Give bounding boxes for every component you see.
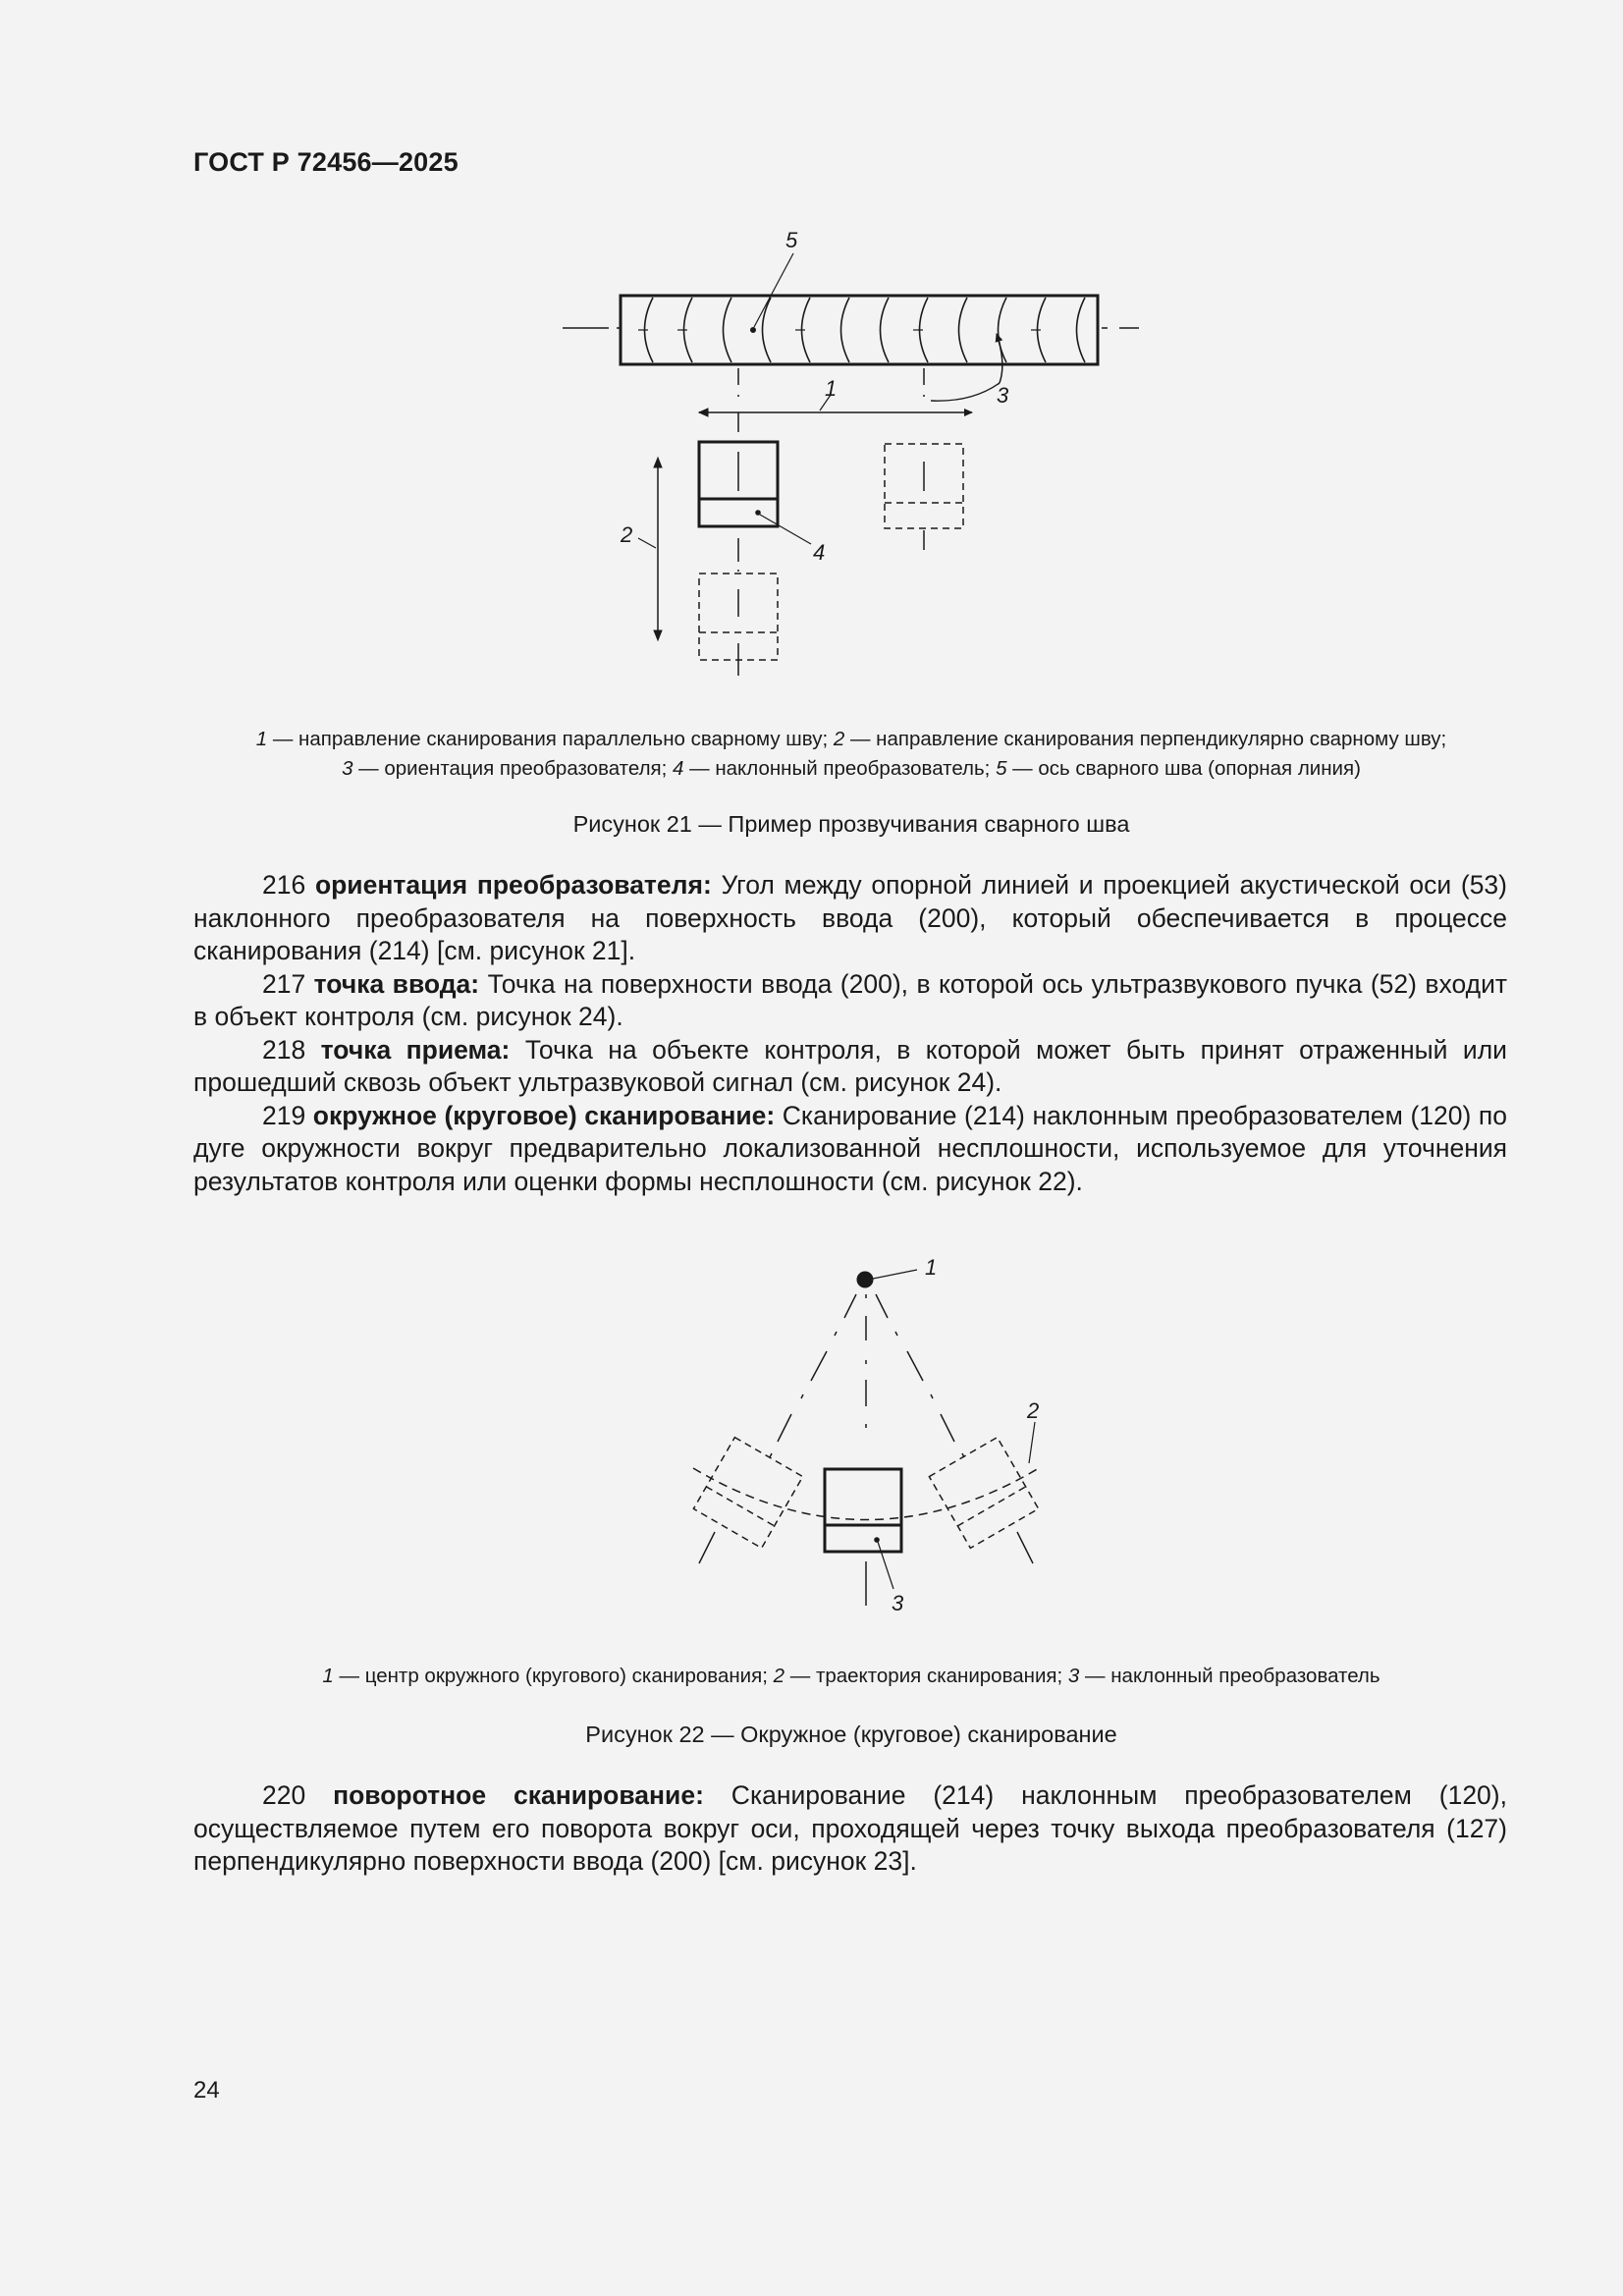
legend-text: — наклонный преобразователь	[1079, 1665, 1380, 1687]
term-number: 220	[262, 1780, 334, 1810]
definition-paragraph	[193, 1034, 1507, 1100]
definitions-block-a	[193, 869, 1507, 1198]
legend-line	[193, 754, 1509, 784]
term: точка ввода:	[313, 968, 480, 999]
fig21-label-3: 3	[997, 383, 1009, 408]
fig22-label-1: 1	[925, 1255, 938, 1280]
term-number: 218	[262, 1034, 321, 1065]
fig22-label-3: 3	[892, 1591, 904, 1615]
fig21-label-5: 5	[785, 228, 798, 252]
term-number: 219	[262, 1100, 313, 1130]
legend-text: — траектория сканирования;	[784, 1665, 1068, 1687]
fig21-label-2: 2	[621, 522, 633, 547]
document-header: ГОСТ Р 72456—2025	[193, 147, 459, 177]
legend-key: 2	[773, 1665, 785, 1687]
legend-line	[193, 1662, 1509, 1691]
legend-key: 2	[833, 728, 845, 750]
term: ориентация преобразователя:	[314, 870, 712, 900]
fig21-label-1: 1	[825, 376, 838, 401]
legend-key: 5	[996, 757, 1007, 780]
legend-text: — ориентация преобразователя;	[352, 757, 674, 780]
term: окружное (круговое) сканирование:	[312, 1100, 776, 1130]
legend-key: 3	[342, 757, 353, 780]
definition-paragraph	[193, 1100, 1507, 1199]
legend-text: — направление сканирования параллельно сварному шву;	[267, 728, 834, 750]
term: точка приема:	[320, 1034, 511, 1065]
figure-22-legend	[193, 1662, 1509, 1691]
definition-paragraph	[193, 968, 1507, 1034]
figure-21-legend	[193, 725, 1509, 784]
figure-21-caption: Рисунок 21 — Пример прозвучивания сварного шва	[572, 811, 1130, 837]
term-number: 216	[262, 870, 315, 900]
legend-text: — центр окружного (кругового) сканирования;	[333, 1665, 774, 1687]
legend-key: 1	[322, 1665, 334, 1687]
figure-22-caption: Рисунок 22 — Окружное (круговое) сканирование	[585, 1722, 1117, 1747]
definition-text: Сканирование (214) наклонным преобразователем (120), осуществляемое путем его поворота вокруг оси, проходящей через точку выхода преобразователя (127) перпендикулярно поверхности ввода (200) [см. рисунок 23].	[193, 1780, 1507, 1876]
definition-text: Точка на поверхности ввода (200), в которой ось ультразвукового пучка (52) входит в объект контроля (см. рисунок 24).	[193, 968, 1508, 1031]
legend-key: 4	[673, 757, 684, 780]
term: поворотное сканирование:	[333, 1780, 704, 1810]
definition-text: Точка на объекте контроля, в которой может быть принят отраженный или прошедший сквозь объект ультразвуковой сигнал (см. рисунок 24).	[193, 1034, 1507, 1097]
legend-line	[193, 725, 1509, 754]
figure-22-drawing	[677, 1247, 1070, 1620]
fig22-label-2: 2	[1027, 1398, 1040, 1423]
figure-21-drawing	[550, 221, 1159, 683]
definition-text: Угол между опорной линией и проекцией акустической оси (53) наклонного преобразователя на поверхность ввода (200), который обеспечивается в процессе сканирования (214) [см. рисунок 21].	[193, 870, 1507, 965]
definitions-block-b	[193, 1779, 1507, 1879]
legend-text: — ось сварного шва (опорная линия)	[1006, 757, 1361, 780]
legend-text: — направление сканирования перпендикулярно сварному шву;	[844, 728, 1447, 750]
definition-paragraph	[193, 869, 1507, 968]
page-number: 24	[193, 2077, 220, 2104]
definition-text: Сканирование (214) наклонным преобразователем (120) по дуге окружности вокруг предварительно локализованной несплошности, используемое для уточнения результатов контроля или оценки формы несплошности (см. рисунок 22).	[193, 1100, 1507, 1196]
fig21-label-4: 4	[813, 540, 826, 565]
term-number: 217	[262, 968, 314, 999]
definition-paragraph	[193, 1779, 1507, 1879]
legend-key: 1	[255, 728, 268, 750]
legend-text: — наклонный преобразователь;	[683, 757, 997, 780]
legend-key: 3	[1067, 1665, 1080, 1687]
